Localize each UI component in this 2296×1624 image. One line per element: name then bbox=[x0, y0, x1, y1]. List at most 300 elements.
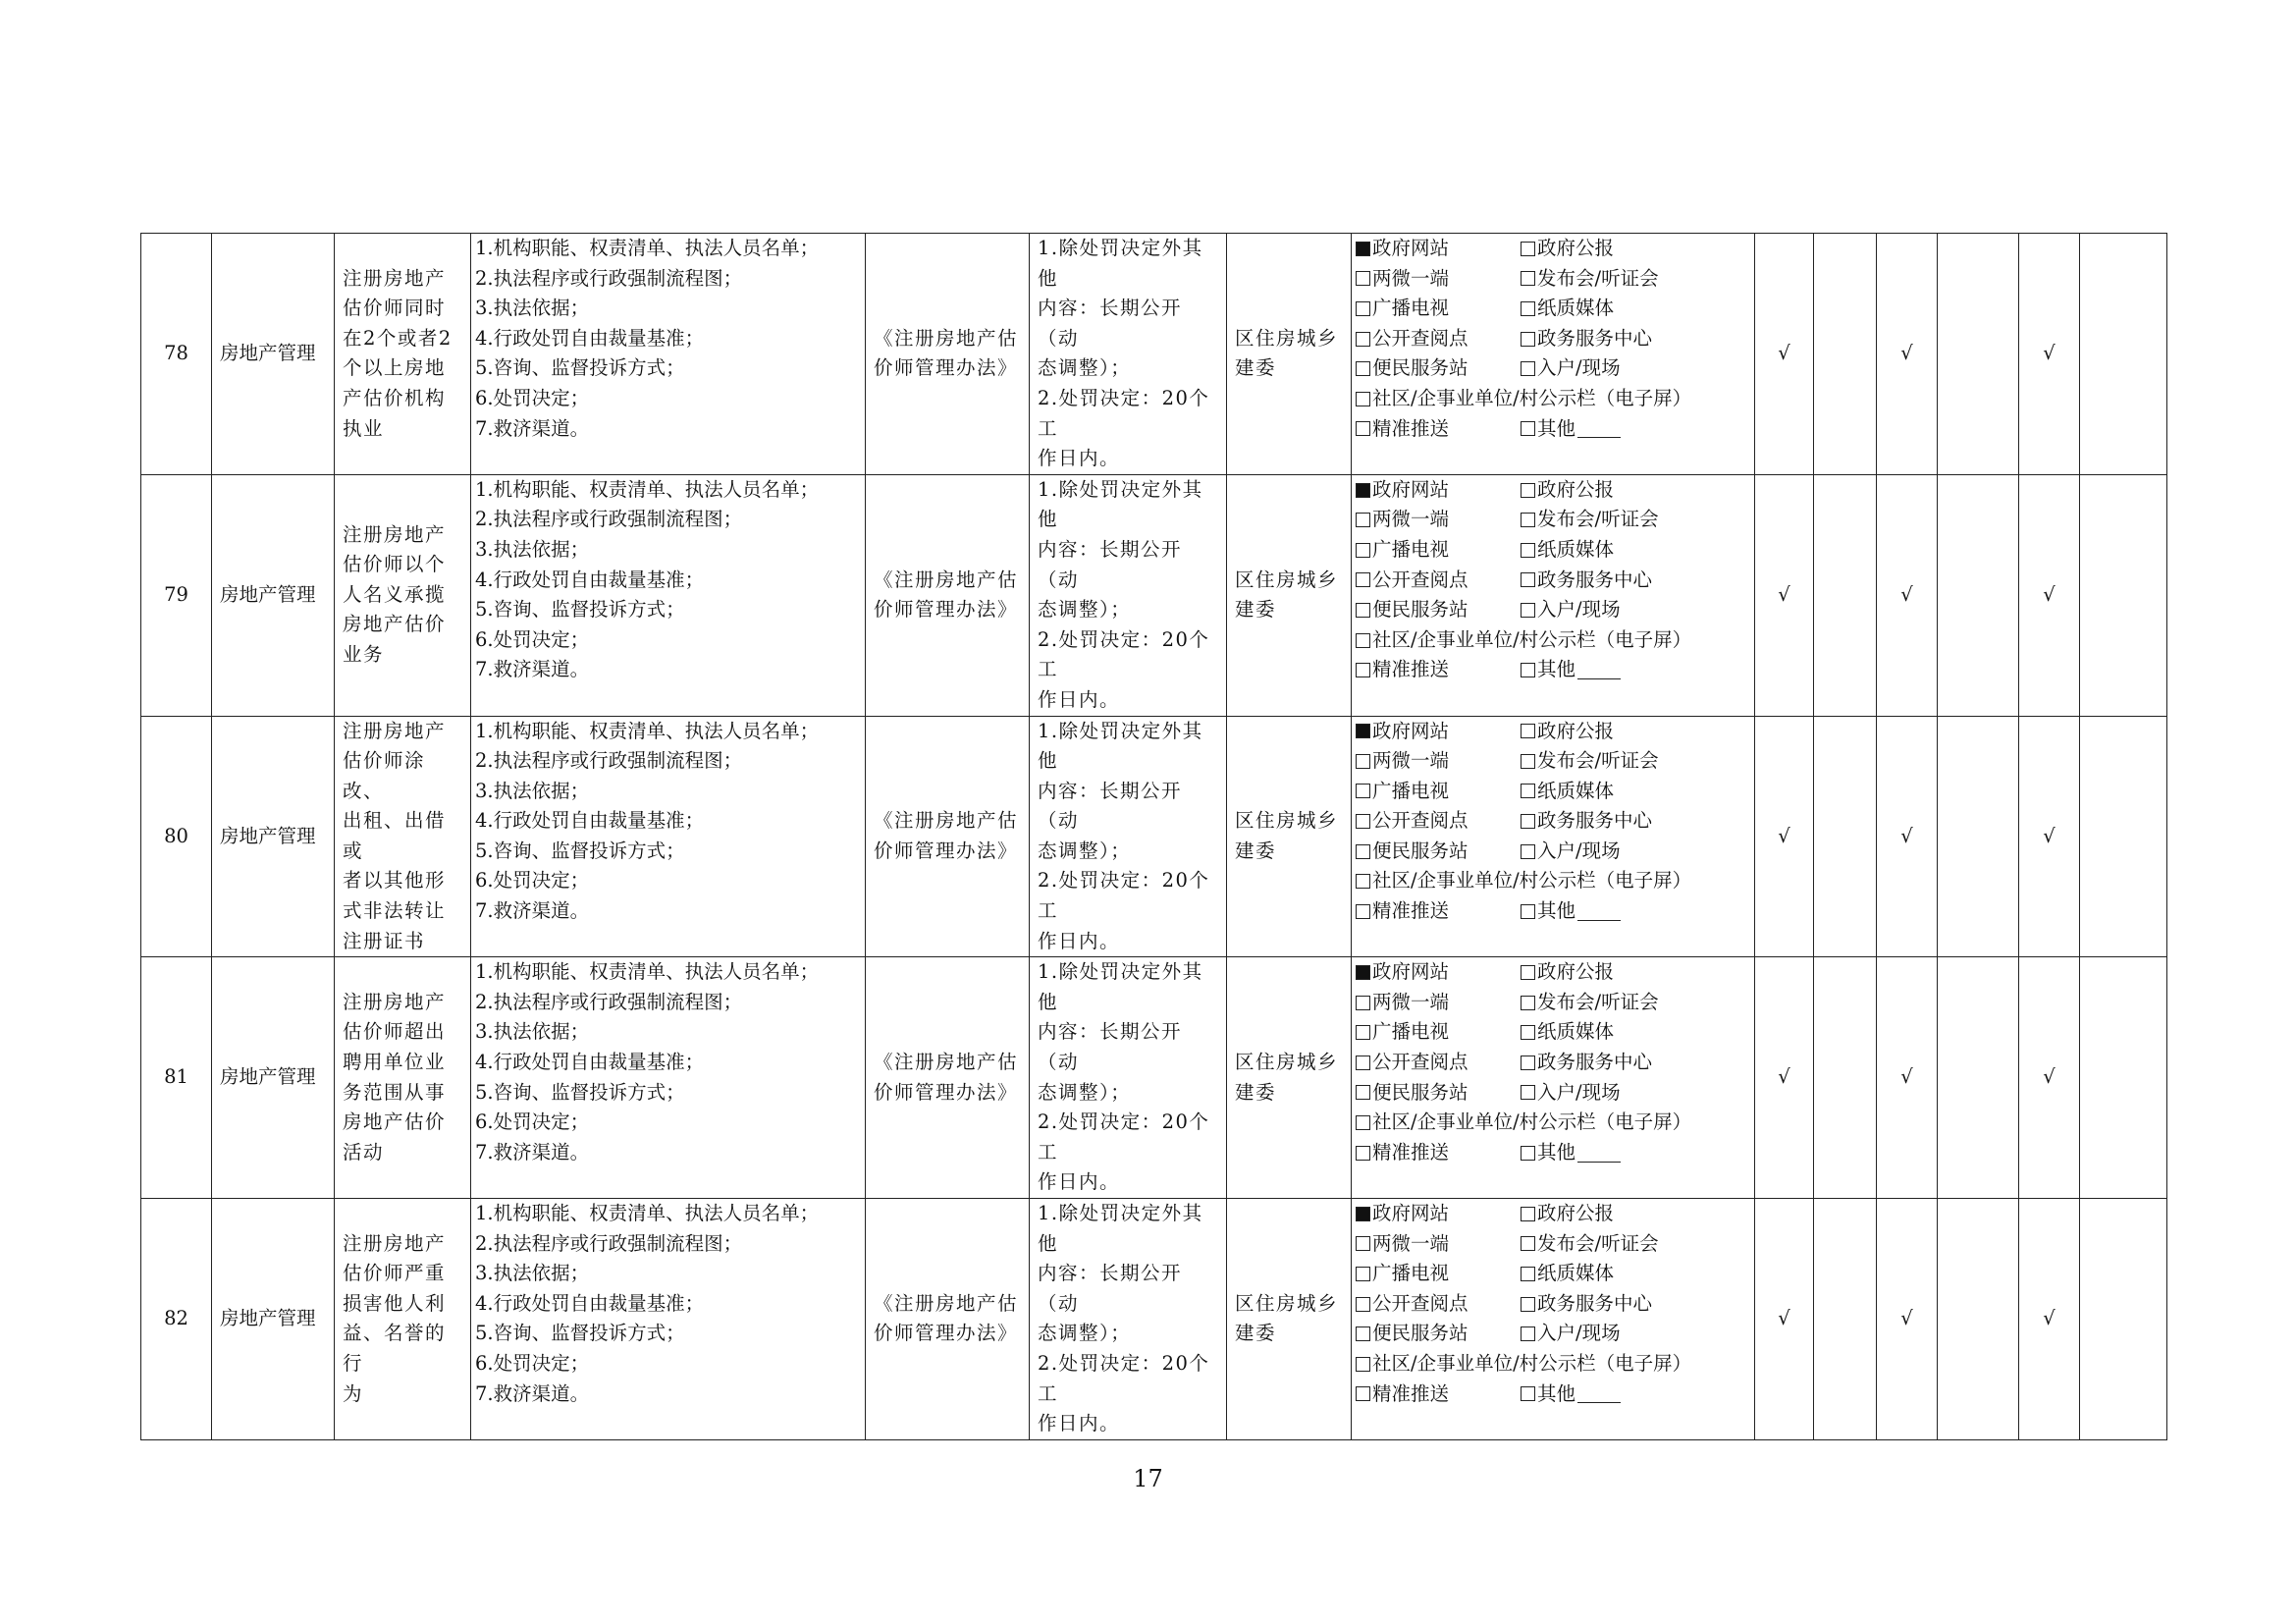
check-cell bbox=[1938, 474, 2019, 716]
channel-label: 便民服务站 bbox=[1372, 598, 1468, 622]
content-line: 5.咨询、监督投诉方式； bbox=[475, 1322, 685, 1345]
channel-option bbox=[1521, 294, 1614, 324]
channel-row bbox=[1356, 777, 1754, 807]
item-line: 注册证书 bbox=[343, 929, 426, 952]
channel-label: 其他 bbox=[1537, 658, 1576, 681]
channel-row bbox=[1356, 746, 1754, 777]
content-line: 3.执法依据； bbox=[475, 537, 590, 561]
basis-line: 《注册房地产估 bbox=[874, 1291, 1019, 1315]
category-cell: 房地产管理 bbox=[212, 716, 335, 957]
item-line: 者以其他形 bbox=[343, 869, 447, 893]
content-line: 7.救济渠道。 bbox=[475, 899, 590, 923]
channel-label: 入户/现场 bbox=[1537, 356, 1621, 380]
check-cell: √ bbox=[1755, 1199, 1814, 1440]
category-cell: 房地产管理 bbox=[212, 234, 335, 475]
channel-option bbox=[1356, 353, 1521, 384]
channel-option bbox=[1521, 717, 1614, 747]
content-line: 3.执法依据； bbox=[475, 779, 590, 802]
channel-row bbox=[1356, 866, 1754, 896]
channel-label: 公开查阅点 bbox=[1372, 1051, 1468, 1074]
time-limit-line: 态调整）； bbox=[1038, 1080, 1132, 1104]
channel-label: 发布会/听证会 bbox=[1537, 266, 1659, 290]
channel-row bbox=[1356, 1319, 1754, 1349]
checkbox-icon bbox=[1356, 301, 1370, 316]
channel-row bbox=[1356, 1349, 1754, 1380]
content-line: 2.执法程序或行政强制流程图； bbox=[475, 1231, 743, 1255]
subject-line: 建委 bbox=[1235, 1322, 1277, 1345]
check-cell: √ bbox=[1877, 716, 1938, 957]
channel-label: 精准推送 bbox=[1372, 1381, 1450, 1405]
channel-label: 便民服务站 bbox=[1372, 839, 1468, 862]
checkbox-icon bbox=[1521, 663, 1535, 677]
channel-row bbox=[1356, 234, 1754, 264]
channel-label: 政务服务中心 bbox=[1537, 809, 1653, 833]
checkbox-icon bbox=[1521, 513, 1535, 527]
checkbox-icon bbox=[1521, 1056, 1535, 1070]
channel-option bbox=[1356, 717, 1521, 747]
time-limit-cell bbox=[1030, 1199, 1227, 1440]
category-cell: 房地产管理 bbox=[212, 1199, 335, 1440]
time-limit-line: 2.处罚决定：20个工 bbox=[1038, 386, 1210, 440]
channel-option bbox=[1356, 896, 1521, 927]
channel-option bbox=[1356, 1138, 1521, 1168]
content-line: 7.救济渠道。 bbox=[475, 1140, 590, 1164]
item-line: 聘用单位业 bbox=[343, 1051, 447, 1074]
time-limit-line: 1.除处罚决定外其他 bbox=[1038, 237, 1203, 290]
item-line: 个以上房地 bbox=[343, 356, 447, 380]
channel-label: 发布会/听证会 bbox=[1537, 990, 1659, 1013]
subject-line: 建委 bbox=[1235, 1080, 1277, 1104]
channel-option bbox=[1521, 264, 1659, 295]
channel-cell bbox=[1352, 474, 1755, 716]
time-limit-line: 态调整）； bbox=[1038, 839, 1132, 862]
checkbox-icon bbox=[1356, 1297, 1370, 1312]
channel-option bbox=[1356, 988, 1521, 1018]
channel-option bbox=[1521, 1017, 1614, 1048]
content-line: 2.执法程序或行政强制流程图； bbox=[475, 266, 743, 290]
time-limit-line: 内容：长期公开（动 bbox=[1038, 537, 1183, 591]
checkbox-icon bbox=[1521, 1386, 1535, 1401]
checkbox-icon bbox=[1356, 392, 1370, 406]
channel-row bbox=[1356, 1048, 1754, 1078]
channel-label: 纸质媒体 bbox=[1537, 537, 1615, 561]
checkbox-icon bbox=[1521, 1236, 1535, 1251]
channel-option bbox=[1356, 806, 1521, 837]
item-cell bbox=[335, 234, 471, 475]
channel-row bbox=[1356, 837, 1754, 867]
subject-cell bbox=[1227, 957, 1352, 1199]
channel-option bbox=[1521, 1289, 1652, 1320]
channel-option bbox=[1521, 535, 1614, 566]
channel-option bbox=[1356, 625, 1691, 656]
checkbox-icon bbox=[1356, 784, 1370, 798]
content-cell bbox=[471, 716, 866, 957]
channel-cell bbox=[1352, 716, 1755, 957]
channel-label: 社区/企事业单位/村公示栏（电子屏） bbox=[1372, 869, 1692, 893]
channel-label: 发布会/听证会 bbox=[1537, 749, 1659, 773]
time-limit-line: 内容：长期公开（动 bbox=[1038, 779, 1183, 833]
channel-label: 政府公报 bbox=[1537, 1202, 1615, 1224]
checkbox-icon bbox=[1521, 603, 1535, 618]
item-cell bbox=[335, 957, 471, 1199]
channel-option bbox=[1356, 1078, 1521, 1109]
content-line: 6.处罚决定； bbox=[475, 1110, 590, 1134]
item-cell bbox=[335, 474, 471, 716]
time-limit-cell bbox=[1030, 474, 1227, 716]
row-number: 78 bbox=[141, 234, 212, 475]
checked-box-icon bbox=[1356, 965, 1370, 980]
channel-option bbox=[1521, 475, 1614, 506]
check-cell: √ bbox=[2019, 957, 2080, 1199]
checkbox-icon bbox=[1356, 603, 1370, 618]
checkbox-icon bbox=[1356, 996, 1370, 1010]
subject-line: 区住房城乡 bbox=[1235, 568, 1339, 591]
channel-option bbox=[1521, 837, 1621, 867]
channel-option bbox=[1521, 988, 1659, 1018]
subject-cell bbox=[1227, 234, 1352, 475]
page-number: 17 bbox=[1133, 1465, 1163, 1492]
fill-blank-line bbox=[1577, 1144, 1621, 1163]
channel-row bbox=[1356, 324, 1754, 354]
basis-line: 《注册房地产估 bbox=[874, 809, 1019, 833]
time-limit-cell bbox=[1030, 957, 1227, 1199]
channel-label: 政务服务中心 bbox=[1537, 1051, 1653, 1074]
checkbox-icon bbox=[1521, 996, 1535, 1010]
fill-blank-line bbox=[1577, 661, 1621, 679]
channel-label: 入户/现场 bbox=[1537, 1080, 1621, 1104]
check-cell bbox=[1814, 957, 1877, 1199]
check-cell bbox=[1938, 957, 2019, 1199]
basis-cell bbox=[866, 716, 1030, 957]
time-limit-line: 内容：长期公开（动 bbox=[1038, 297, 1183, 350]
channel-option bbox=[1356, 505, 1521, 535]
channel-option bbox=[1521, 1138, 1621, 1168]
channel-label: 政府公报 bbox=[1537, 477, 1615, 501]
content-line: 6.处罚决定； bbox=[475, 869, 590, 893]
checkbox-icon bbox=[1521, 301, 1535, 316]
channel-row bbox=[1356, 655, 1754, 685]
content-line: 1.机构职能、权责清单、执法人员名单； bbox=[475, 960, 820, 984]
channel-label: 政府公报 bbox=[1537, 237, 1615, 259]
content-line: 2.执法程序或行政强制流程图； bbox=[475, 508, 743, 531]
time-limit-cell bbox=[1030, 234, 1227, 475]
channel-row bbox=[1356, 1078, 1754, 1109]
channel-option bbox=[1356, 414, 1521, 445]
channel-option bbox=[1521, 1048, 1652, 1078]
channel-label: 社区/企事业单位/村公示栏（电子屏） bbox=[1372, 1351, 1692, 1375]
check-cell bbox=[2080, 474, 2167, 716]
checkbox-icon bbox=[1521, 1297, 1535, 1312]
time-limit-cell bbox=[1030, 716, 1227, 957]
channel-row bbox=[1356, 625, 1754, 656]
channel-label: 便民服务站 bbox=[1372, 1322, 1468, 1345]
basis-line: 价师管理办法》 bbox=[874, 1080, 1019, 1104]
subject-line: 建委 bbox=[1235, 356, 1277, 380]
channel-row bbox=[1356, 1229, 1754, 1260]
checkbox-icon bbox=[1356, 754, 1370, 769]
check-cell: √ bbox=[1877, 1199, 1938, 1440]
checkbox-icon bbox=[1356, 904, 1370, 919]
checkbox-icon bbox=[1356, 844, 1370, 859]
channel-option bbox=[1356, 1199, 1521, 1229]
channel-label: 广播电视 bbox=[1372, 1020, 1450, 1044]
table-body bbox=[141, 234, 2167, 1440]
checkbox-icon bbox=[1356, 332, 1370, 347]
time-limit-line: 2.处罚决定：20个工 bbox=[1038, 1351, 1210, 1405]
content-line: 2.执法程序或行政强制流程图； bbox=[475, 749, 743, 773]
basis-line: 价师管理办法》 bbox=[874, 1322, 1019, 1345]
checkbox-icon bbox=[1356, 1326, 1370, 1341]
checkbox-icon bbox=[1521, 724, 1535, 738]
category-cell: 房地产管理 bbox=[212, 957, 335, 1199]
channel-label: 其他 bbox=[1537, 1140, 1576, 1164]
channel-label: 政府网站 bbox=[1372, 1202, 1450, 1224]
check-cell bbox=[1938, 716, 2019, 957]
checkbox-icon bbox=[1521, 1085, 1535, 1100]
channel-label: 政府公报 bbox=[1537, 719, 1615, 742]
channel-label: 入户/现场 bbox=[1537, 1322, 1621, 1345]
checkbox-icon bbox=[1521, 361, 1535, 376]
channel-label: 广播电视 bbox=[1372, 537, 1450, 561]
content-cell bbox=[471, 234, 866, 475]
content-line: 5.咨询、监督投诉方式； bbox=[475, 839, 685, 862]
item-line: 估价师涂改、 bbox=[343, 749, 426, 802]
time-limit-line: 作日内。 bbox=[1038, 1412, 1121, 1435]
item-line: 估价师严重 bbox=[343, 1262, 447, 1285]
channel-option bbox=[1356, 1349, 1691, 1380]
channel-label: 发布会/听证会 bbox=[1537, 1231, 1659, 1255]
channel-option bbox=[1521, 1078, 1621, 1109]
check-cell: √ bbox=[1877, 234, 1938, 475]
fill-blank-line bbox=[1577, 419, 1621, 438]
checkbox-icon bbox=[1521, 814, 1535, 829]
channel-label: 公开查阅点 bbox=[1372, 326, 1468, 350]
channel-option bbox=[1521, 1319, 1621, 1349]
channel-option bbox=[1521, 1380, 1621, 1410]
row-number: 79 bbox=[141, 474, 212, 716]
content-line: 1.机构职能、权责清单、执法人员名单； bbox=[475, 477, 820, 501]
check-cell: √ bbox=[1755, 716, 1814, 957]
table-row bbox=[141, 474, 2167, 716]
channel-option bbox=[1521, 414, 1621, 445]
channel-label: 广播电视 bbox=[1372, 779, 1450, 802]
time-limit-line: 1.除处罚决定外其他 bbox=[1038, 477, 1203, 531]
channel-option bbox=[1521, 896, 1621, 927]
checkbox-icon bbox=[1356, 1267, 1370, 1281]
content-line: 4.行政处罚自由裁量基准； bbox=[475, 1051, 705, 1074]
channel-label: 其他 bbox=[1537, 1381, 1576, 1405]
check-cell: √ bbox=[1755, 957, 1814, 1199]
subject-line: 区住房城乡 bbox=[1235, 1291, 1339, 1315]
check-cell bbox=[1814, 474, 1877, 716]
basis-cell bbox=[866, 234, 1030, 475]
basis-cell bbox=[866, 957, 1030, 1199]
checkbox-icon bbox=[1521, 332, 1535, 347]
channel-option bbox=[1521, 505, 1659, 535]
channel-option bbox=[1356, 234, 1521, 264]
channel-option bbox=[1521, 957, 1614, 988]
checkbox-icon bbox=[1356, 513, 1370, 527]
channel-label: 公开查阅点 bbox=[1372, 809, 1468, 833]
time-limit-line: 1.除处罚决定外其他 bbox=[1038, 960, 1203, 1013]
check-cell bbox=[2080, 957, 2167, 1199]
channel-row bbox=[1356, 353, 1754, 384]
channel-option bbox=[1356, 1017, 1521, 1048]
check-cell: √ bbox=[1755, 474, 1814, 716]
time-limit-line: 作日内。 bbox=[1038, 1170, 1121, 1194]
checkbox-icon bbox=[1521, 421, 1535, 436]
item-line: 损害他人利 bbox=[343, 1291, 447, 1315]
checkbox-icon bbox=[1521, 965, 1535, 980]
channel-label: 纸质媒体 bbox=[1537, 297, 1615, 320]
item-cell bbox=[335, 1199, 471, 1440]
check-cell bbox=[2080, 1199, 2167, 1440]
channel-label: 精准推送 bbox=[1372, 658, 1450, 681]
checkbox-icon bbox=[1356, 1386, 1370, 1401]
item-line: 务范围从事 bbox=[343, 1080, 447, 1104]
content-line: 1.机构职能、权责清单、执法人员名单； bbox=[475, 719, 820, 742]
content-line: 4.行政处罚自由裁量基准； bbox=[475, 1291, 705, 1315]
channel-option bbox=[1356, 1289, 1521, 1320]
subject-line: 区住房城乡 bbox=[1235, 809, 1339, 833]
channel-label: 精准推送 bbox=[1372, 899, 1450, 923]
item-line: 房地产估价 bbox=[343, 1110, 447, 1134]
channel-option bbox=[1356, 1048, 1521, 1078]
item-line: 注册房地产 bbox=[343, 719, 447, 742]
channel-row bbox=[1356, 957, 1754, 988]
channel-option bbox=[1521, 655, 1621, 685]
basis-cell bbox=[866, 1199, 1030, 1440]
subject-cell bbox=[1227, 716, 1352, 957]
channel-row bbox=[1356, 414, 1754, 445]
checkbox-icon bbox=[1356, 1236, 1370, 1251]
basis-line: 《注册房地产估 bbox=[874, 326, 1019, 350]
channel-label: 政府网站 bbox=[1372, 960, 1450, 984]
time-limit-line: 态调整）； bbox=[1038, 1322, 1132, 1345]
channel-row bbox=[1356, 566, 1754, 596]
channel-label: 纸质媒体 bbox=[1537, 1020, 1615, 1044]
check-cell: √ bbox=[2019, 1199, 2080, 1440]
table-row bbox=[141, 716, 2167, 957]
item-line: 执业 bbox=[343, 416, 385, 440]
checkbox-icon bbox=[1521, 543, 1535, 558]
time-limit-line: 2.处罚决定：20个工 bbox=[1038, 1110, 1210, 1164]
item-line: 产估价机构 bbox=[343, 386, 447, 409]
check-cell: √ bbox=[1877, 474, 1938, 716]
checkbox-icon bbox=[1356, 814, 1370, 829]
content-line: 5.咨询、监督投诉方式； bbox=[475, 598, 685, 622]
checkbox-icon bbox=[1356, 633, 1370, 648]
channel-cell bbox=[1352, 234, 1755, 475]
channel-row bbox=[1356, 1138, 1754, 1168]
channel-row bbox=[1356, 535, 1754, 566]
channel-label: 政务服务中心 bbox=[1537, 1291, 1653, 1315]
check-cell: √ bbox=[1755, 234, 1814, 475]
item-line: 在2个或者2 bbox=[343, 326, 453, 350]
table-row bbox=[141, 234, 2167, 475]
content-line: 7.救济渠道。 bbox=[475, 658, 590, 681]
item-line: 估价师超出 bbox=[343, 1020, 447, 1044]
checkbox-icon bbox=[1521, 1025, 1535, 1040]
time-limit-line: 1.除处罚决定外其他 bbox=[1038, 719, 1203, 773]
subject-line: 区住房城乡 bbox=[1235, 326, 1339, 350]
row-number: 80 bbox=[141, 716, 212, 957]
channel-row bbox=[1356, 505, 1754, 535]
channel-label: 两微一端 bbox=[1372, 508, 1450, 531]
channel-label: 发布会/听证会 bbox=[1537, 508, 1659, 531]
channel-option bbox=[1356, 1319, 1521, 1349]
table-row bbox=[141, 1199, 2167, 1440]
channel-option bbox=[1521, 806, 1652, 837]
subject-line: 建委 bbox=[1235, 598, 1277, 622]
checked-box-icon bbox=[1356, 483, 1370, 498]
time-limit-line: 作日内。 bbox=[1038, 687, 1121, 711]
basis-cell bbox=[866, 474, 1030, 716]
channel-row bbox=[1356, 264, 1754, 295]
check-cell bbox=[2080, 234, 2167, 475]
time-limit-line: 内容：长期公开（动 bbox=[1038, 1262, 1183, 1315]
content-line: 3.执法依据； bbox=[475, 1262, 590, 1285]
channel-row bbox=[1356, 294, 1754, 324]
channel-label: 政务服务中心 bbox=[1537, 568, 1653, 591]
channel-label: 其他 bbox=[1537, 416, 1576, 440]
subject-line: 区住房城乡 bbox=[1235, 1051, 1339, 1074]
channel-row bbox=[1356, 988, 1754, 1018]
channel-option bbox=[1356, 837, 1521, 867]
check-cell bbox=[1814, 716, 1877, 957]
time-limit-line: 作日内。 bbox=[1038, 447, 1121, 470]
channel-label: 公开查阅点 bbox=[1372, 568, 1468, 591]
channel-label: 便民服务站 bbox=[1372, 356, 1468, 380]
checkbox-icon bbox=[1356, 271, 1370, 286]
content-line: 3.执法依据； bbox=[475, 1020, 590, 1044]
channel-label: 政府网站 bbox=[1372, 719, 1450, 742]
checkbox-icon bbox=[1521, 754, 1535, 769]
channel-row bbox=[1356, 717, 1754, 747]
channel-label: 广播电视 bbox=[1372, 297, 1450, 320]
check-cell: √ bbox=[2019, 234, 2080, 475]
checkbox-icon bbox=[1356, 543, 1370, 558]
channel-option bbox=[1521, 353, 1621, 384]
item-line: 活动 bbox=[343, 1140, 385, 1164]
channel-row bbox=[1356, 1017, 1754, 1048]
channel-label: 两微一端 bbox=[1372, 990, 1450, 1013]
channel-option bbox=[1356, 957, 1521, 988]
content-line: 4.行政处罚自由裁量基准； bbox=[475, 809, 705, 833]
checkbox-icon bbox=[1356, 1146, 1370, 1161]
check-cell bbox=[2080, 716, 2167, 957]
content-line: 3.执法依据； bbox=[475, 297, 590, 320]
content-line: 4.行政处罚自由裁量基准； bbox=[475, 568, 705, 591]
table-row bbox=[141, 957, 2167, 1199]
channel-label: 政府网站 bbox=[1372, 237, 1450, 259]
checkbox-icon bbox=[1356, 1357, 1370, 1372]
content-line: 1.机构职能、权责清单、执法人员名单； bbox=[475, 1202, 820, 1224]
time-limit-line: 内容：长期公开（动 bbox=[1038, 1020, 1183, 1074]
disclosure-table bbox=[140, 233, 2167, 1440]
channel-option bbox=[1356, 294, 1521, 324]
checkbox-icon bbox=[1521, 572, 1535, 587]
channel-option bbox=[1521, 234, 1614, 264]
channel-label: 精准推送 bbox=[1372, 416, 1450, 440]
checkbox-icon bbox=[1521, 784, 1535, 798]
checkbox-icon bbox=[1356, 421, 1370, 436]
channel-label: 广播电视 bbox=[1372, 1262, 1450, 1285]
item-line: 式非法转让 bbox=[343, 899, 447, 923]
content-line: 5.咨询、监督投诉方式； bbox=[475, 1080, 685, 1104]
checkbox-icon bbox=[1356, 1115, 1370, 1130]
checkbox-icon bbox=[1521, 271, 1535, 286]
